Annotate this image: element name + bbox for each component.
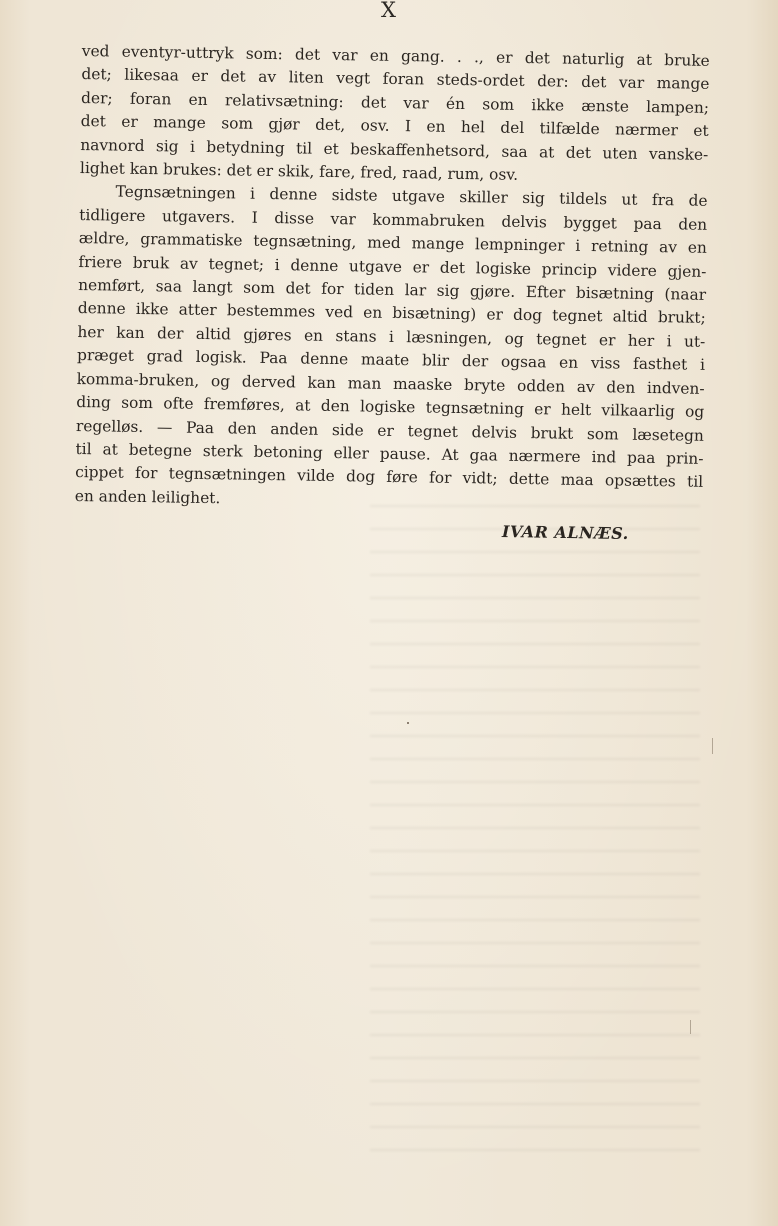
text-line: en anden leilighet. (74, 486, 221, 507)
page-number: X (381, 0, 397, 22)
text-line: til at betegne sterk betoning eller pause. At gaa nærmere ind paa prin- (75, 439, 704, 468)
text-line: regelløs. — Paa den anden side er tegnet delvis brukt som læsetegn (75, 416, 705, 445)
text-line: lighet kan brukes: det er skik, fare, fred, raad, rum, osv. (79, 159, 519, 184)
text-line: præget grad logisk. Paa denne maate blir der ogsaa en viss fasthet i (76, 346, 706, 375)
paper-speck (407, 722, 409, 724)
text-line: det er mange som gjør det, osv. I en hel del tilfælde nærmer et (80, 112, 709, 141)
text-line: ved eventyr-uttryk som: det var en gang. . ., er det naturlig at bruke (81, 41, 710, 70)
author-signature: IVAR ALNÆS. (501, 522, 629, 543)
text-line: cippet for tegnsætningen vilde dog føre for vidt; dette maa opsættes til (75, 463, 704, 492)
paper-mark (712, 738, 713, 754)
text-line: ding som ofte fremføres, at den logiske tegnsætning er helt vilkaarlig og (76, 393, 705, 421)
body-text (75, 40, 710, 518)
text-line: tidligere utgavers. I disse var kommabruken delvis bygget paa den (79, 205, 708, 234)
text-line: navnord sig i betydning til et beskaffenhetsord, saa at det uten vanske- (80, 135, 709, 164)
text-line: ældre, grammatiske tegnsætning, med mange lempninger i retning av en (78, 229, 707, 258)
text-line: denne ikke atter bestemmes ved en bisætning) er dog tegnet altid brukt; (77, 299, 706, 328)
text-line: der; foran en relativsætning: det var én som ikke ænste lampen; (80, 88, 710, 117)
text-line: det; likesaa er det av liten vegt foran steds-ordet der: det var mange (81, 65, 710, 94)
text-line: friere bruk av tegnet; i denne utgave er det logiske princip videre gjen- (78, 252, 707, 281)
paragraph-1 (80, 40, 710, 190)
text-line: her kan der altid gjøres en stans i læsningen, og tegnet er her i ut- (77, 322, 706, 351)
paragraph-2 (75, 180, 708, 518)
text-line: komma-bruken, og derved kan man maaske bryte odden av den indven- (76, 369, 705, 398)
text-line: Tegnsætningen i denne sidste utgave skiller sig tildels ut fra de (115, 182, 708, 211)
text-line: nemført, saa langt som det for tiden lar sig gjøre. Efter bisætning (naar (78, 276, 707, 304)
paper-mark (690, 1020, 691, 1034)
show-through-text (370, 505, 700, 1165)
